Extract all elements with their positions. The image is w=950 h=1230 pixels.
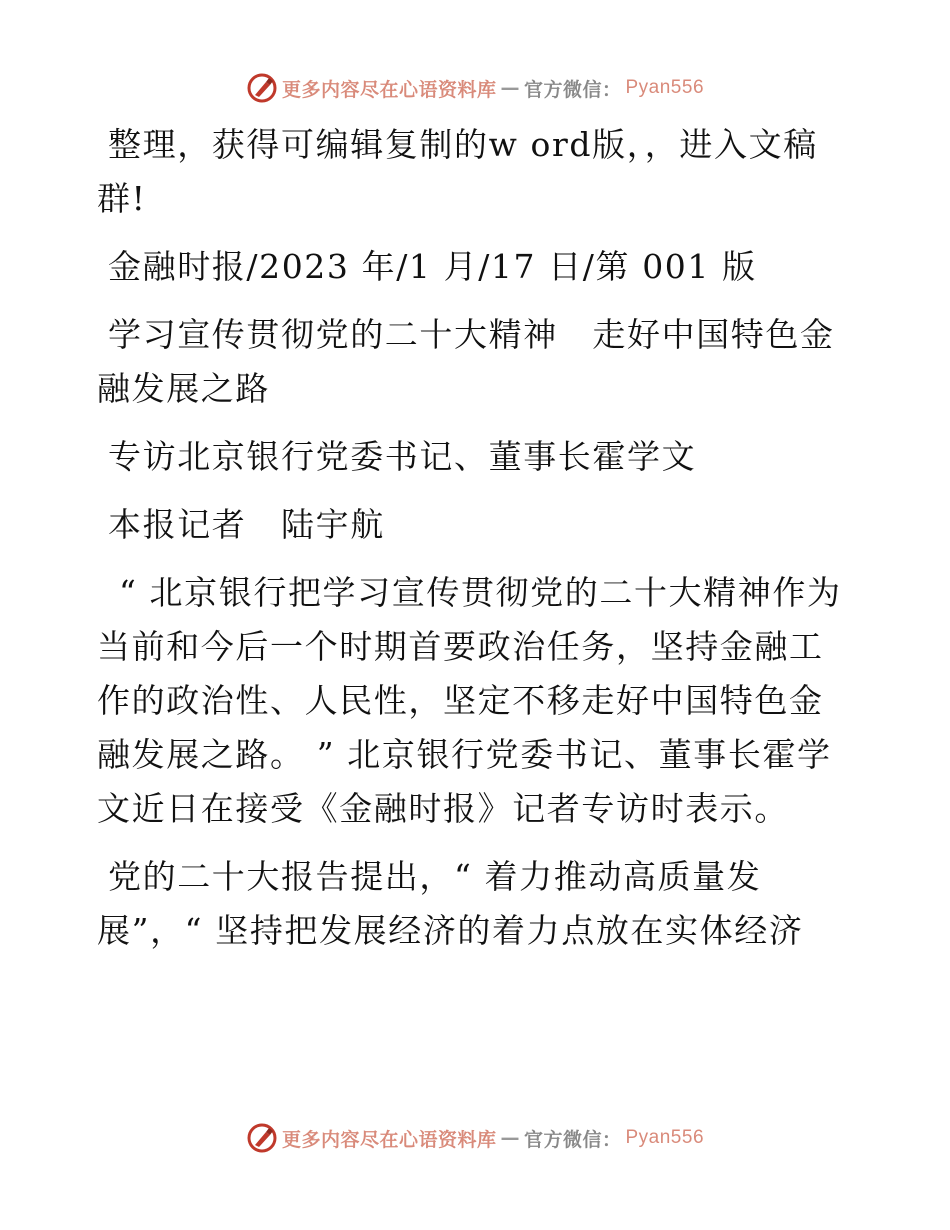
watermark-main-text: 更多内容尽在心语资料库 — [281, 78, 497, 101]
article-subtitle: 专访北京银行党委书记、董事长霍学文 — [108, 437, 697, 476]
watermark-wechat-id: Pyan556 — [625, 1127, 705, 1148]
pen-logo-icon — [246, 72, 278, 104]
document-body — [97, 118, 849, 972]
intro-paragraph: 整理，获得可编辑复制的w ord版，，进入文稿群! — [97, 125, 818, 218]
watermark-main-text: 更多内容尽在心语资料库 — [281, 1128, 497, 1151]
source-line: 金融时报/2023 年/1 月/17 日/第 001 版 — [108, 247, 757, 286]
byline: 本报记者 陆宇航 — [108, 505, 385, 544]
footer-watermark — [0, 1122, 950, 1154]
body-paragraph: “ 北京银行把学习宣传贯彻党的二十大精神作为当前和今后一个时期首要政治任务，坚持金融工作的政治性、人民性，坚定不移走好中国特色金融发展之路。 ” 北京银行党委书记、董事长霍学文近日在接受《金融时报》记者专访时表示。 — [97, 573, 842, 828]
pen-logo-icon — [246, 1122, 278, 1154]
watermark-official-label: 官方微信： — [523, 1128, 622, 1151]
watermark-wechat-id: Pyan556 — [625, 77, 705, 98]
watermark-dash: — — [500, 1127, 520, 1149]
header-watermark — [0, 72, 950, 104]
article-headline: 学习宣传贯彻党的二十大精神 走好中国特色金融发展之路 — [97, 315, 835, 408]
watermark-official-label: 官方微信： — [523, 78, 622, 101]
watermark-dash: — — [500, 77, 520, 99]
body-paragraph: 党的二十大报告提出，“ 着力推动高质量发展”，“ 坚持把发展经济的着力点放在实体经济 — [97, 857, 804, 950]
